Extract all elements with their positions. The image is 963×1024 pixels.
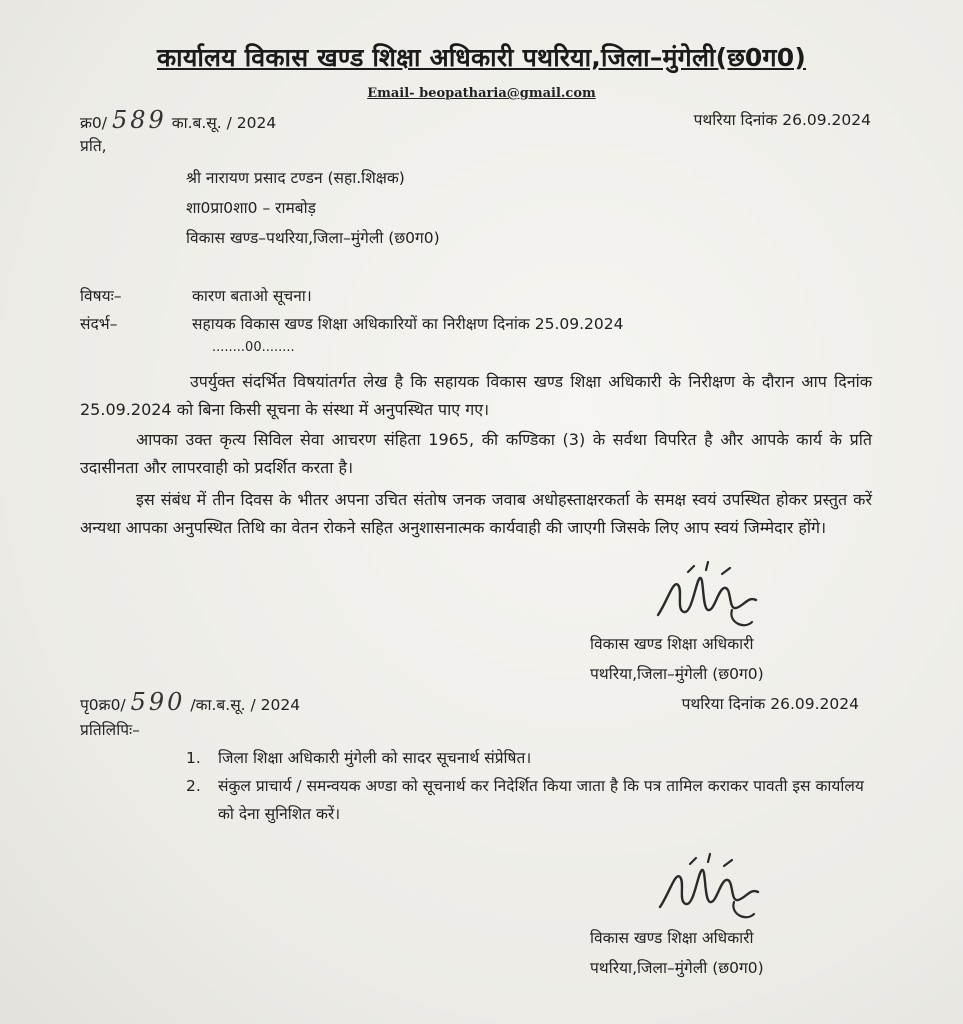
body-paragraph: आपका उक्त कृत्य सिविल सेवा आचरण संहिता 1965, की कण्डिका (3) के सर्वथा विपरित है और आपके कार्य के प्रति उदासीनता और लापरवाही को प्रदर्शित करता है। (80, 430, 872, 477)
separator: ........00........ (212, 340, 295, 355)
signature2-designation: विकास खण्ड शिक्षा अधिकारी (590, 929, 754, 947)
ref-prefix: क्र0/ (80, 114, 107, 132)
signature-mark (650, 852, 770, 932)
copy-label: प्रतिलिपिः– (80, 721, 140, 739)
copy-list (186, 744, 876, 828)
list-item-text: जिला शिक्षा अधिकारी मुंगेली को सादर सूचनार्थ संप्रेषित। (218, 749, 532, 767)
ref-place-date: पथरिया दिनांक 26.09.2024 (693, 111, 871, 129)
copy-place-date: पथरिया दिनांक 26.09.2024 (681, 695, 859, 713)
recipient-line: श्री नारायण प्रसाद टण्डन (सहा.शिक्षक) (186, 169, 405, 187)
subject-text: कारण बताओ सूचना। (192, 287, 312, 305)
recipient-prefix: प्रति, (80, 137, 107, 155)
body-paragraph: उपर्युक्त संदर्भित विषयांतर्गत लेख है कि सहायक विकास खण्ड शिक्षा अधिकारी के निरीक्षण के दौरान आप दिनांक 25.09.2024 को बिना किसी सूचना के संस्था में अनुपस्थित पाए गए। (80, 372, 872, 419)
copy-reference-line (80, 688, 300, 716)
body-paragraph: इस संबंध में तीन दिवस के भीतर अपना उचित संतोष जनक जवाब अधोहस्ताक्षरकर्ता के समक्ष स्वयं उपस्थित होकर प्रस्तुत करें अन्यथा आपका अनुपस्थित तिथि का वेतन रोकने सहित अनुशासनात्मक कार्यवाही की जाएगी जिसके लिए आप स्वयं जिम्मेदार होंगे। (80, 490, 872, 537)
recipient-line: शा0प्रा0शा0 – रामबोड़ (186, 199, 316, 217)
recipient-line: विकास खण्ड–पथरिया,जिला–मुंगेली (छ0ग0) (186, 229, 440, 247)
list-item-number: 1. (186, 749, 201, 767)
copy-ref-prefix: पृ0क्र0/ (80, 696, 126, 714)
signature1-place: पथरिया,जिला–मुंगेली (छ0ग0) (590, 665, 764, 683)
copy-ref-number-handwritten: 590 (130, 688, 186, 716)
reference-text: सहायक विकास खण्ड शिक्षा अधिकारियों का निरीक्षण दिनांक 25.09.2024 (192, 315, 624, 333)
list-item (186, 744, 876, 772)
office-title: कार्यालय विकास खण्ड शिक्षा अधिकारी पथरिया,जिला–मुंगेली(छ0ग0) (156, 43, 807, 72)
signature1-designation: विकास खण्ड शिक्षा अधिकारी (590, 635, 754, 653)
reference-number-line (80, 106, 276, 134)
reference-label: संदर्भ– (80, 315, 118, 333)
subject-label: विषयः– (80, 287, 122, 305)
copy-ref-suffix: /का.ब.सू. / 2024 (190, 696, 301, 714)
signature2-place: पथरिया,जिला–मुंगेली (छ0ग0) (590, 959, 764, 977)
list-item-number: 2. (186, 777, 201, 795)
ref-number-handwritten: 589 (111, 106, 167, 134)
ref-suffix: का.ब.सू. / 2024 (171, 114, 277, 132)
list-item-text: संकुल प्राचार्य / समन्वयक अण्डा को सूचनार्थ कर निदेर्शित किया जाता है कि पत्र तामिल कराकर पावती इस कार्यालय को देना सुनिशित करें। (218, 777, 864, 823)
signature-mark (648, 560, 768, 640)
list-item (186, 772, 876, 828)
office-email: Email- beopatharia@gmail.com (367, 86, 596, 101)
